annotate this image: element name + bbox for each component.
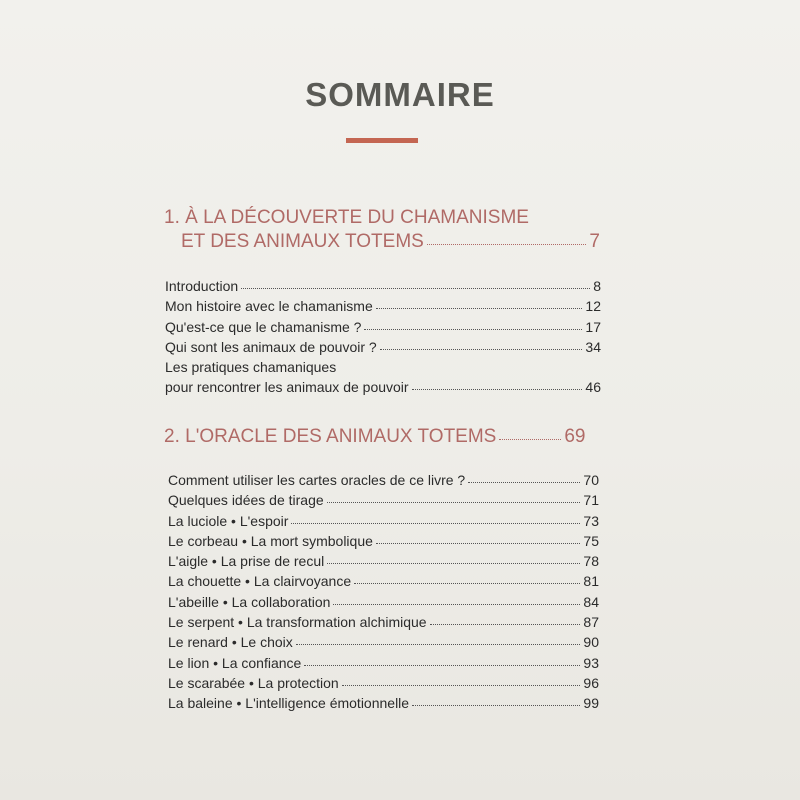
toc-entry-page: 93 — [583, 654, 599, 671]
toc-entry-label: Mon histoire avec le chamanisme — [165, 298, 373, 315]
section-1-line2 — [164, 230, 600, 254]
toc-entry — [168, 693, 599, 713]
leader-dots — [296, 630, 581, 645]
leader-dots — [354, 569, 580, 584]
toc-entry-label: Qu'est-ce que le chamanisme ? — [165, 318, 362, 335]
toc-entry — [168, 511, 599, 531]
section-1-title-line2: ET DES ANIMAUX TOTEMS — [181, 231, 424, 252]
toc-entry-multiline-second — [165, 377, 601, 397]
toc-entry-label: Introduction — [165, 278, 239, 294]
toc-entry-label: Qui sont les animaux de pouvoir ? — [165, 338, 377, 355]
toc-entry-label: pour rencontrer les animaux de pouvoir — [165, 379, 409, 396]
toc-entry — [165, 296, 601, 316]
toc-entry-page: 90 — [583, 634, 599, 651]
section-1-heading — [164, 206, 600, 254]
toc-entry — [168, 531, 599, 551]
toc-entry-label: L'abeille • La collaboration — [168, 593, 331, 610]
toc-entry-label: Le lion • La confiance — [168, 654, 302, 671]
toc-entry-page: 17 — [585, 318, 601, 335]
section-2-title: 2. L'ORACLE DES ANIMAUX TOTEMS — [164, 426, 497, 447]
toc-entry-label: Le serpent • La transformation alchimique — [168, 614, 427, 631]
toc-entry — [168, 673, 599, 693]
toc-entry — [168, 490, 599, 510]
toc-entry-page: 87 — [583, 614, 599, 631]
leader-dots — [468, 468, 580, 483]
leader-dots — [376, 529, 581, 544]
toc-entry-label: La chouette • La clairvoyance — [168, 573, 352, 590]
section-1-page: 7 — [589, 231, 600, 252]
leader-dots — [430, 610, 581, 625]
toc-entry — [165, 337, 601, 357]
section-2-entries — [168, 470, 599, 714]
toc-entry — [168, 571, 599, 591]
toc-entry-label: Quelques idées de tirage — [168, 492, 324, 509]
toc-entry-page: 8 — [593, 278, 601, 294]
page-title: SOMMAIRE — [305, 76, 495, 113]
section-2-heading — [164, 425, 600, 449]
toc-entry-page: 71 — [583, 492, 599, 509]
leader-dots — [380, 335, 583, 350]
leader-dots — [412, 375, 583, 390]
toc-entry-page: 12 — [585, 298, 601, 315]
toc-entry-label: Le corbeau • La mort symbolique — [168, 532, 373, 549]
title-underline — [346, 138, 418, 143]
leader-dots — [364, 315, 582, 330]
toc-entry — [165, 276, 601, 296]
section-2-page: 69 — [564, 426, 586, 447]
toc-entry — [168, 592, 599, 612]
toc-entry-label: La baleine • L'intelligence émotionnelle — [168, 695, 410, 712]
toc-entry — [168, 632, 599, 652]
toc-entry-page: 96 — [583, 674, 599, 691]
leader-dots — [499, 423, 561, 440]
leader-dots — [427, 228, 587, 245]
toc-entry-page: 46 — [585, 379, 601, 396]
leader-dots — [241, 274, 590, 289]
toc-entry-label: Le renard • Le choix — [168, 634, 293, 651]
toc-entry-page: 73 — [583, 512, 599, 529]
leader-dots — [333, 590, 580, 605]
toc-entry-label: Les pratiques chamaniques — [165, 359, 337, 376]
section-1-line1 — [164, 206, 600, 230]
leader-dots — [376, 294, 583, 309]
leader-dots — [304, 651, 580, 666]
leader-dots — [342, 671, 581, 686]
toc-entry-page: 78 — [583, 553, 599, 570]
toc-entry-page: 34 — [585, 338, 601, 355]
leader-dots — [412, 691, 580, 706]
toc-entry-label: Le scarabée • La protection — [168, 674, 339, 691]
toc-entry — [168, 653, 599, 673]
leader-dots — [327, 549, 580, 564]
toc-entry — [165, 317, 601, 337]
section-2-line — [164, 425, 600, 449]
toc-entry-page: 75 — [583, 532, 599, 549]
toc-entry-multiline-first — [165, 357, 601, 377]
toc-entry — [168, 470, 599, 490]
toc-entry — [168, 612, 599, 632]
leader-dots — [291, 509, 580, 524]
toc-entry-page: 70 — [583, 472, 599, 488]
toc-entry-label: Comment utiliser les cartes oracles de ce livre ? — [168, 472, 466, 488]
leader-dots — [327, 488, 581, 503]
toc-entry-page: 99 — [583, 695, 599, 712]
toc-entry — [168, 551, 599, 571]
toc-entry-page: 84 — [583, 593, 599, 610]
section-1-title-line1: 1. À LA DÉCOUVERTE DU CHAMANISME — [164, 207, 529, 228]
section-1-entries — [165, 276, 601, 398]
toc-entry-label: L'aigle • La prise de recul — [168, 553, 325, 570]
toc-entry-page: 81 — [583, 573, 599, 590]
toc-entry-label: La luciole • L'espoir — [168, 512, 289, 529]
